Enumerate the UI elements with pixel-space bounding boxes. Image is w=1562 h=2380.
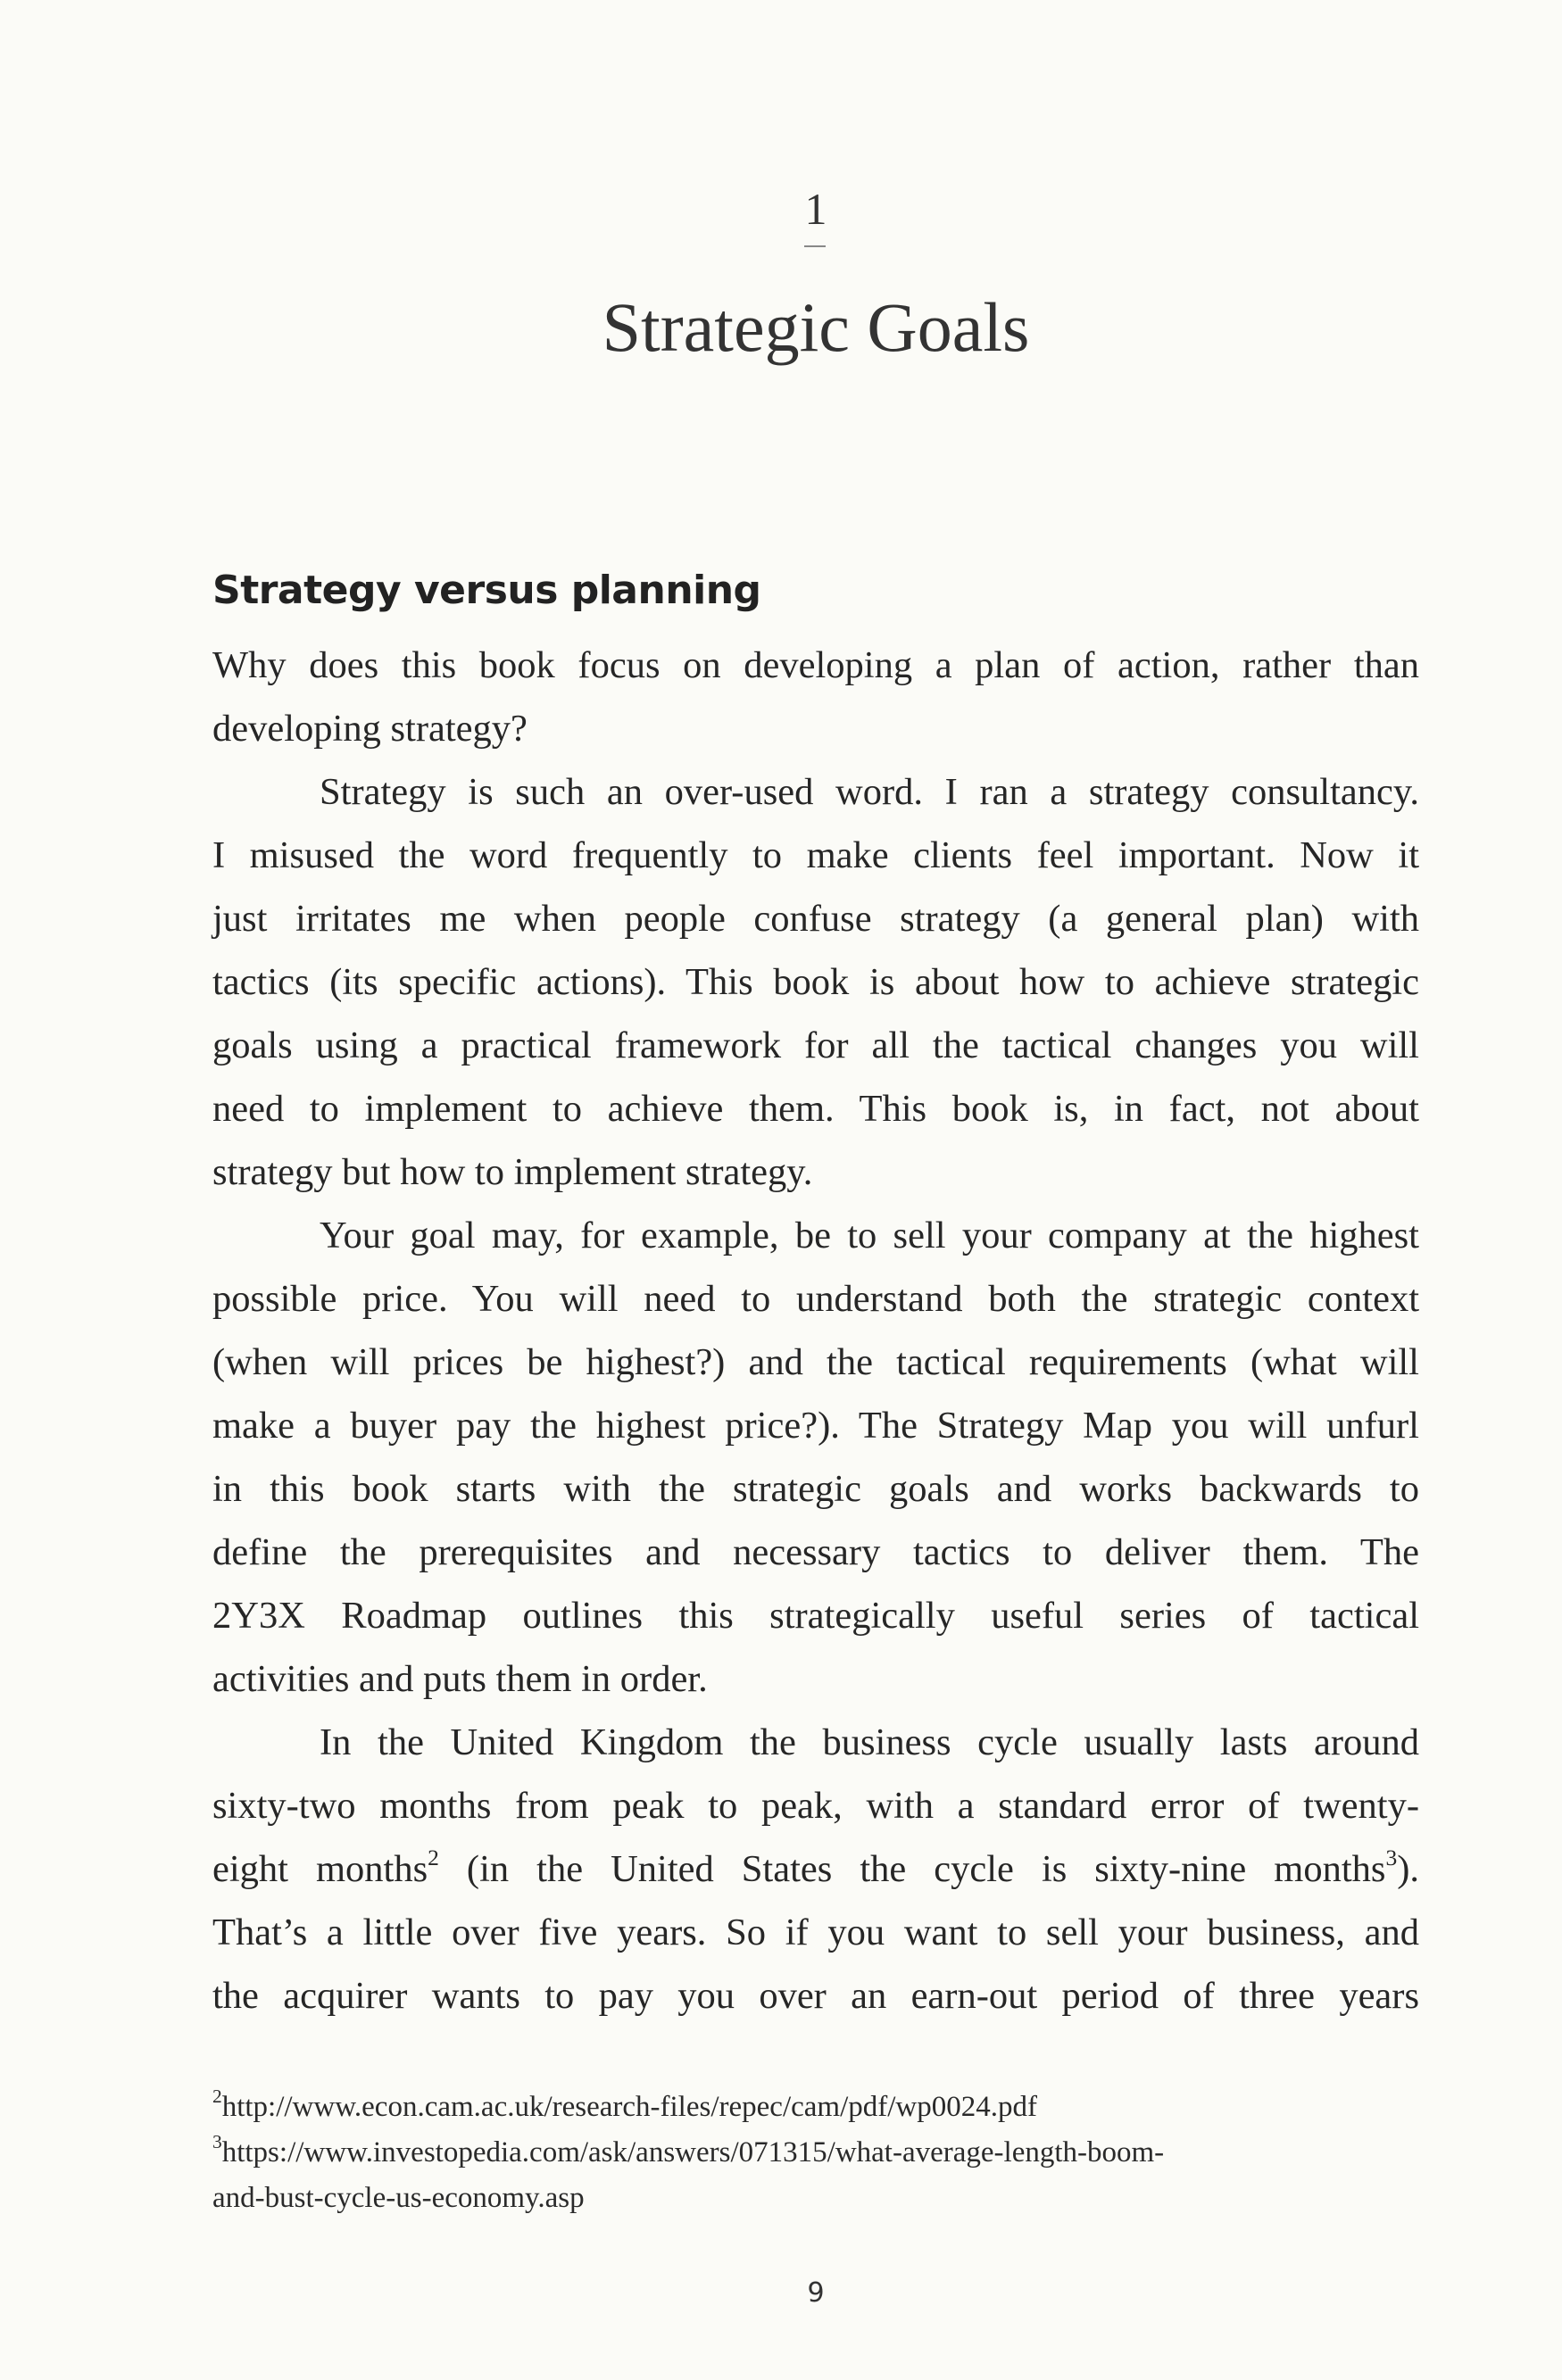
footnotes	[212, 2085, 1419, 2221]
text-line: in this book starts with the strategic goals and works backwards to	[212, 1468, 1419, 1510]
footnote-link[interactable]: https://www.investopedia.com/ask/answers/071315/what-average-length-boom-	[221, 2136, 1165, 2169]
text-line: define the prerequisites and necessary tactics to deliver them. The	[212, 1531, 1419, 1573]
chapter-number: 1	[804, 184, 827, 234]
text-line: Your goal may, for example, be to sell your company at the highest	[320, 1215, 1419, 1256]
chapter-title: Strategic Goals	[602, 288, 1030, 366]
text-line: (when will prices be highest?) and the tactical requirements (what will	[212, 1341, 1419, 1383]
text-line: possible price. You will need to understand both the strategic context	[212, 1278, 1419, 1320]
text-line: 2Y3X Roadmap outlines this strategically useful series of tactical	[212, 1595, 1419, 1637]
chapter-number-rule	[804, 245, 826, 247]
text-line: strategy but how to implement strategy.	[212, 1151, 813, 1193]
footnote-reference[interactable]: 3	[1385, 1845, 1398, 1871]
text-line: That’s a little over five years. So if you want to sell your business, and	[212, 1911, 1419, 1953]
footnote-3	[212, 2130, 1419, 2176]
text-line: developing strategy?	[212, 708, 528, 750]
footnote-link[interactable]: http://www.econ.cam.ac.uk/research-files/repec/cam/pdf/wp0024.pdf	[221, 2091, 1037, 2123]
text-line: need to implement to achieve them. This book is, in fact, not about	[212, 1088, 1419, 1130]
body-text	[212, 634, 1419, 2028]
paragraph	[212, 634, 1419, 760]
page-number: 9	[807, 2277, 825, 2309]
text-line: activities and puts them in order.	[212, 1658, 708, 1700]
text-line: just irritates me when people confuse strategy (a general plan) with	[212, 898, 1419, 940]
text-line: I misused the word frequently to make clients feel important. Now it	[212, 834, 1419, 876]
section-heading: Strategy versus planning	[212, 568, 761, 613]
text-line: make a buyer pay the highest price?). The Strategy Map you will unfurl	[212, 1405, 1419, 1447]
footnote-reference[interactable]: 2	[428, 1845, 439, 1871]
text-line: Strategy is such an over-used word. I ran a strategy consultancy.	[320, 771, 1419, 813]
text-line: eight months$^2$ (in the United States the cycle is sixty-nine months$^3$).	[212, 1845, 1419, 1890]
footnote-2	[212, 2085, 1419, 2130]
paragraph	[212, 1204, 1419, 1711]
text-line: In the United Kingdom the business cycle usually lasts around	[320, 1721, 1419, 1763]
paragraph	[212, 760, 1419, 1204]
footnote-mark: 2	[212, 2086, 222, 2107]
text-line: tactics (its specific actions). This book is about how to achieve strategic	[212, 961, 1419, 1003]
footnote-3-continued[interactable]: and-bust-cycle-us-economy.asp	[212, 2182, 585, 2214]
text-line: goals using a practical framework for all the tactical changes you will	[212, 1024, 1419, 1066]
footnote-mark: 3	[212, 2131, 222, 2152]
text-line: sixty-two months from peak to peak, with a standard error of twenty-	[212, 1785, 1419, 1827]
text-line: the acquirer wants to pay you over an earn-out period of three years	[212, 1975, 1419, 2017]
text-line: Why does this book focus on developing a plan of action, rather than	[212, 644, 1419, 686]
paragraph	[212, 1711, 1419, 2028]
